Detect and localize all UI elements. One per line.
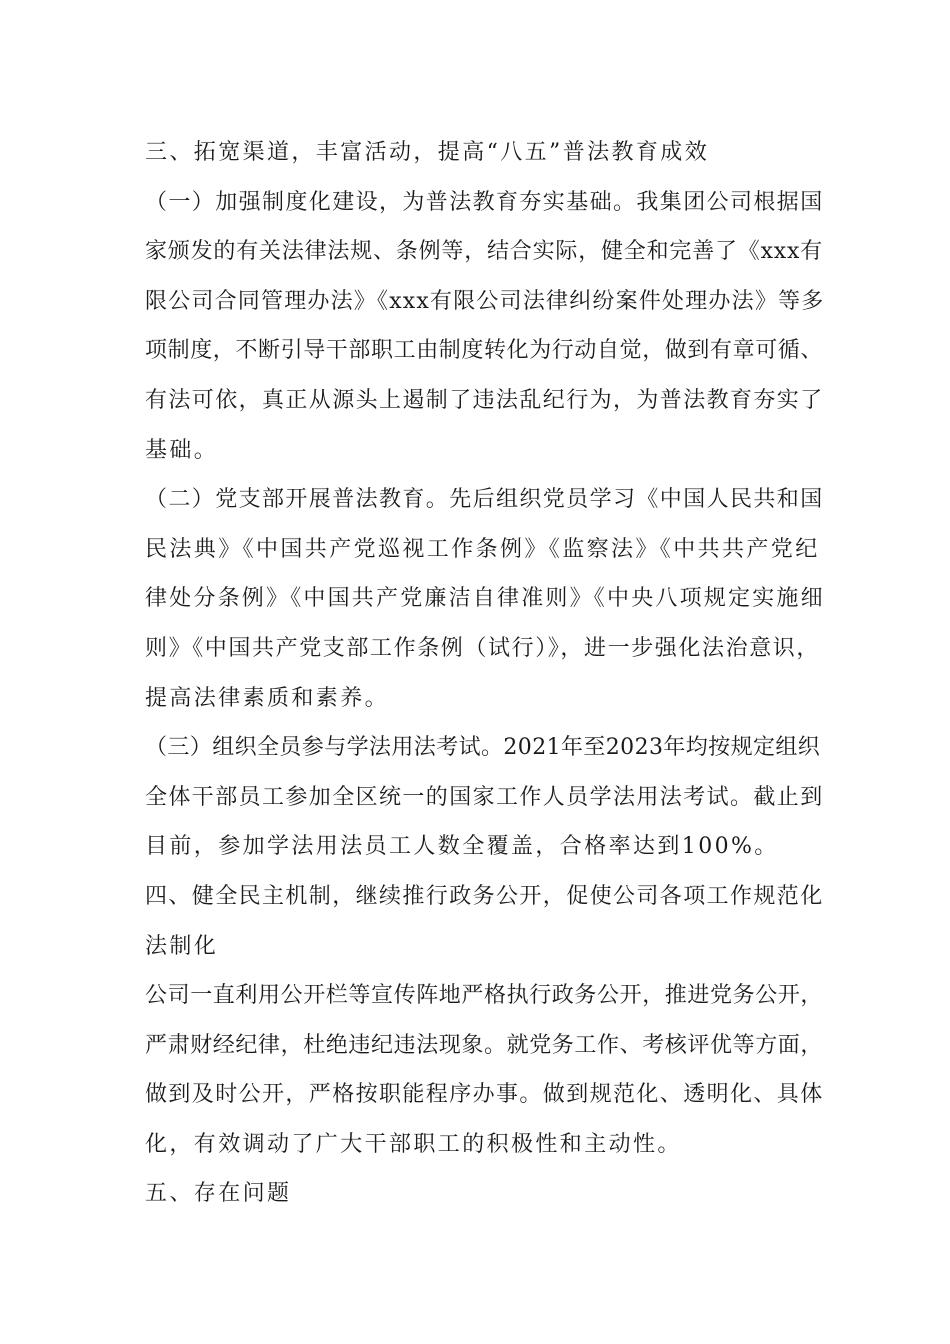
paragraph-line: （三）组织全员参与学法用法考试。2021年至2023年均按规定组织 [145, 735, 821, 761]
section-heading-5: 五、存在问题 [145, 1181, 292, 1207]
paragraph-line: 目前，参加学法用法员工人数全覆盖，合格率达到100%。 [145, 834, 779, 860]
paragraph-line: 公司一直利用公开栏等宣传阵地严格执行政务公开，推进党务公开， [145, 983, 824, 1009]
paragraph-line: 全体干部员工参加全区统一的国家工作人员学法用法考试。截止到 [145, 784, 824, 810]
section-heading-3: 三、拓宽渠道，丰富活动，提高“八五”普法教育成效 [145, 140, 710, 165]
paragraph-line: （一）加强制度化建设，为普法教育夯实基础。我集团公司根据国 [145, 189, 824, 215]
paragraph-line: 基础。 [145, 437, 219, 463]
paragraph-line: 则》《中国共产党支部工作条例（试行）》，进一步强化法治意识， [145, 635, 821, 661]
paragraph-line: 家颁发的有关法律法规、条例等，结合实际，健全和完善了《xxx有 [145, 239, 824, 265]
section-heading-4-cont: 法制化 [145, 933, 219, 959]
paragraph-line: 律处分条例》《中国共产党廉洁自律准则》《中央八项规定实施细 [145, 586, 825, 612]
paragraph-line: 严肃财经纪律，杜绝违纪违法现象。就党务工作、考核评优等方面， [145, 1032, 824, 1058]
paragraph-line: （二）党支部开展普法教育。先后组织党员学习《中国人民共和国 [145, 487, 824, 513]
paragraph-line: 限公司合同管理办法》《xxx有限公司法律纠纷案件处理办法》等多 [145, 288, 825, 314]
section-heading-4: 四、健全民主机制，继续推行政务公开，促使公司各项工作规范化 [145, 883, 824, 909]
paragraph-line: 做到及时公开，严格按职能程序办事。做到规范化、透明化、具体 [145, 1082, 824, 1108]
paragraph-line: 有法可依，真正从源头上遏制了违法乱纪行为，为普法教育夯实了 [145, 387, 824, 413]
paragraph-line: 化，有效调动了广大干部职工的积极性和主动性。 [145, 1131, 682, 1157]
paragraph-line: 提高法律素质和素养。 [145, 685, 390, 711]
paragraph-line: 民法典》《中国共产党巡视工作条例》《监察法》《中共共产党纪 [145, 536, 820, 562]
document-page [145, 128, 825, 1219]
paragraph-line: 项制度，不断引导干部职工由制度转化为行动自觉，做到有章可循、 [145, 338, 824, 364]
